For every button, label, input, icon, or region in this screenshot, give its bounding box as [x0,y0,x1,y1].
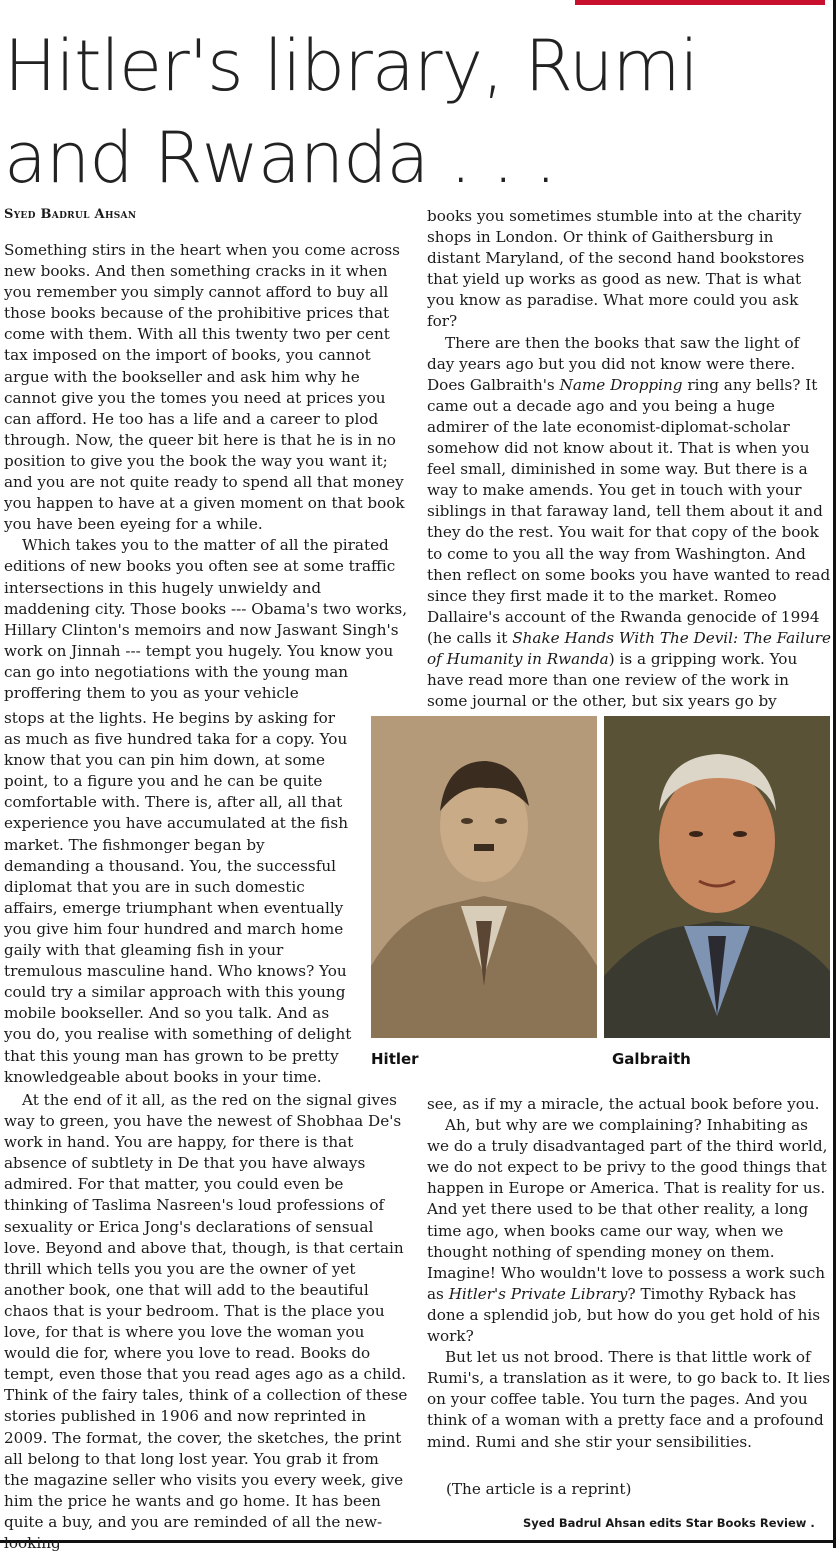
article-column-right-top [427,206,831,733]
paragraph: Something stirs in the heart when you come across new books. And then something cracks in it when you remember you simply cannot afford to buy all those books because of the prohibitive prices that come with them. With all this twenty two per cent tax imposed on the import of books, you cannot argue with the bookseller and ask him why he cannot give you the tomes you need at prices you can afford. He too has a life and a career to plod through. Now, the queer bit here is that he is in no position to give you the book the way you want it; and you are not quite ready to spend all that money you happen to have at a given moment on that book you have been eyeing for a while. [4,241,405,534]
text-run: There are then the books that saw the light of day years ago but you did not know were there. Does Galbraith's [427,333,800,394]
paragraph: Which takes you to the matter of all the pirated editions of new books you often see at some traffic intersections in this hugely unwieldy and maddening city. Those books --- Obama's two works, Hillary Clinton's memoirs and now Jaswant Singh's work on Jinnah --- tempt you hugely. You know you can go into negotiations with the young man proffering them to you as your vehicle [4,536,408,702]
photo-caption-galbraith: Galbraith [612,1050,691,1068]
headline: Hitler's library, Rumi and Rwanda . . . [4,25,698,199]
author-credit: Syed Badrul Ahsan edits Star Books Review . [523,1516,815,1530]
hitler-portrait-illustration [371,716,597,1038]
hitler-photo [371,716,597,1038]
photo-caption-hitler: Hitler [371,1050,419,1068]
text-run: Ah, but why are we complaining? Inhabiting as we do a truly disadvantaged part of the third world, we do not expect to be privy to the good things that happen in Europe or America. That is reality for us. And yet there used to be that other reality, a long time ago, when books came our way, when we thought nothing of spending money on them. Imagine! Who wouldn't love to possess a work such as [427,1116,828,1303]
text-run: ) is a gripping work. You have read more than one review of the work in some journal or the other, but six years go by [427,649,798,711]
paragraph: stops at the lights. He begins by asking for as much as five hundred taka for a copy. You know that you can pin him down, at some point, to a figure you and he can be quite comfortable with. There is, after all, all that experience you have accumulated at the fish market. The fishmonger began by demanding a thousand. You, the successful diplomat that you are in such domestic affairs, emerge triumphant when eventually you give him four hundred and march home gaily with that gleaming fish in your tremulous masculine hand. Who knows? You could try a similar approach with this young mobile bookseller. And so you talk. And as you do, you realise with something of delight that this young man has grown to be pretty knowledgeable about books in your time. [4,709,352,1086]
byline: Syed Badrul Ahsan [4,207,137,222]
article-column-right-bottom [427,1094,831,1453]
paragraph: But let us not brood. There is that little work of Rumi's, a translation as it were, to go back to. It lies on your coffee table. You turn the pages. And you think of a woman with a pretty face and a profound mind. Rumi and she stir your sensibilities. [427,1348,831,1451]
book-title: Shake Hands With The Devil: The Failure of Humanity in Rwanda [427,628,831,668]
article-column-left-mid [4,708,354,1088]
paragraph: At the end of it all, as the red on the signal gives way to green, you have the newest of Shobhaa De's work in hand. You are happy, for there is that absence of subtlety in De that you have always admired. For that matter, you could even be thinking of Taslima Nasreen's loud professions of sexuality or Erica Jong's declarations of sensual love. Beyond and above that, though, is that certain thrill which tells you you are the owner of yet another book, one that will add to the beautiful chaos that is your bedroom. That is the place you love, for that is where you love the woman you would die for, where you love to read. Books do tempt, even those that you read ages ago as a child. Think of the fairy tales, think of a collection of these stories published in 1906 and now reprinted in 2009. The format, the cover, the sketches, the print all belong to that long lost year. You grab it from the magazine seller who visits you every week, give him the price he wants and go home. It has been quite a buy, and you are reminded of all the new-looking [4,1091,408,1552]
book-title: Hitler's Private Library [448,1284,628,1303]
galbraith-portrait-illustration [604,716,830,1038]
article-column-left-bottom [4,1090,408,1554]
text-run: ? Timothy Ryback has done a splendid job, but how do you get hold of his work? [427,1284,821,1346]
article-column-left-top [4,240,408,704]
paragraph: see, as if my a miracle, the actual book before you. [427,1095,820,1113]
reprint-note: (The article is a reprint) [446,1480,632,1498]
text-run: ring any bells? It came out a decade ago and you being a huge admirer of the late economist-diplomat-scholar somehow did not know about it. That is when you feel small, diminished in some way. But there is a way to make amends. You get in touch with your siblings in that faraway land, tell them about it and they do the rest. You wait for that copy of the book to come to you all the way from Washington. And then reflect on some books you have wanted to read since they first made it to the market. Romeo Dallaire's account of the Rwanda genocide of 1994 (he calls it [427,375,831,647]
paragraph [427,1115,831,1347]
paragraph: books you sometimes stumble into at the charity shops in London. Or think of Gaithersburg in distant Maryland, of the second hand bookstores that yield up works as good as new. That is what you know as paradise. What more could you ask for? [427,207,805,331]
galbraith-photo [604,716,830,1038]
book-title: Name Dropping [559,375,683,394]
section-banner-strip [575,0,825,5]
paragraph [427,333,831,734]
